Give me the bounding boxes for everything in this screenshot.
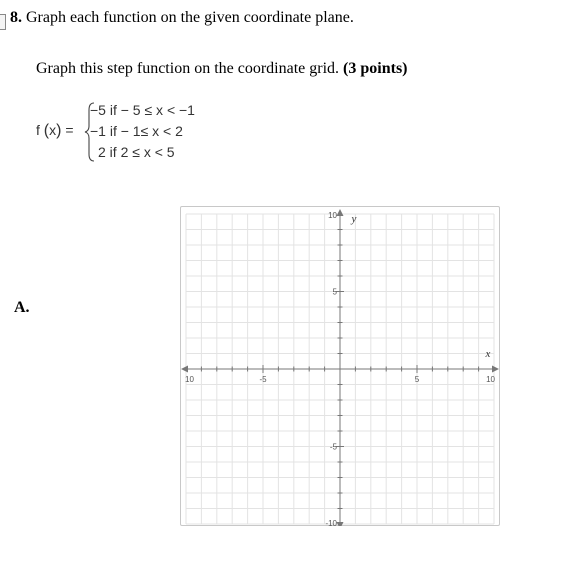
function-case: −5 if − 5 ≤ x < −1 xyxy=(90,102,195,118)
function-variable: x xyxy=(49,122,57,138)
part-label: A. xyxy=(14,299,30,316)
function-name: f xyxy=(36,122,40,138)
function-case: −1 if − 1≤ x < 2 xyxy=(90,123,183,139)
coordinate-plane[interactable] xyxy=(180,206,500,526)
x-tick-label: -5 xyxy=(259,375,267,384)
x-tick-label: 10 xyxy=(185,375,194,384)
question-flag-icon[interactable] xyxy=(0,14,6,30)
x-tick-label: 10 xyxy=(486,375,495,384)
x-axis-right-arrow-icon xyxy=(492,366,499,373)
function-case: 2 if 2 ≤ x < 5 xyxy=(98,144,175,160)
y-tick-label: -10 xyxy=(325,519,337,526)
x-axis-label: x xyxy=(485,348,491,360)
y-axis-label: y xyxy=(351,213,357,225)
y-tick-label: 10 xyxy=(328,211,337,220)
question-title xyxy=(10,9,354,27)
question-number: 8. xyxy=(10,9,22,26)
instruction xyxy=(36,60,408,78)
y-tick-label: 5 xyxy=(332,287,337,297)
instruction-text: Graph this step function on the coordinate grid. xyxy=(36,60,340,77)
x-axis-left-arrow-icon xyxy=(181,366,188,373)
x-tick-label: 5 xyxy=(414,375,420,384)
axes xyxy=(181,209,499,526)
y-axis-up-arrow-icon xyxy=(337,209,344,216)
y-axis-down-arrow-icon xyxy=(337,522,344,526)
points-label: (3 points) xyxy=(343,60,408,77)
function-lhs: f (x) = xyxy=(36,122,74,139)
y-tick-label: -5 xyxy=(329,442,337,452)
question-text: Graph each function on the given coordinate plane. xyxy=(26,9,354,26)
